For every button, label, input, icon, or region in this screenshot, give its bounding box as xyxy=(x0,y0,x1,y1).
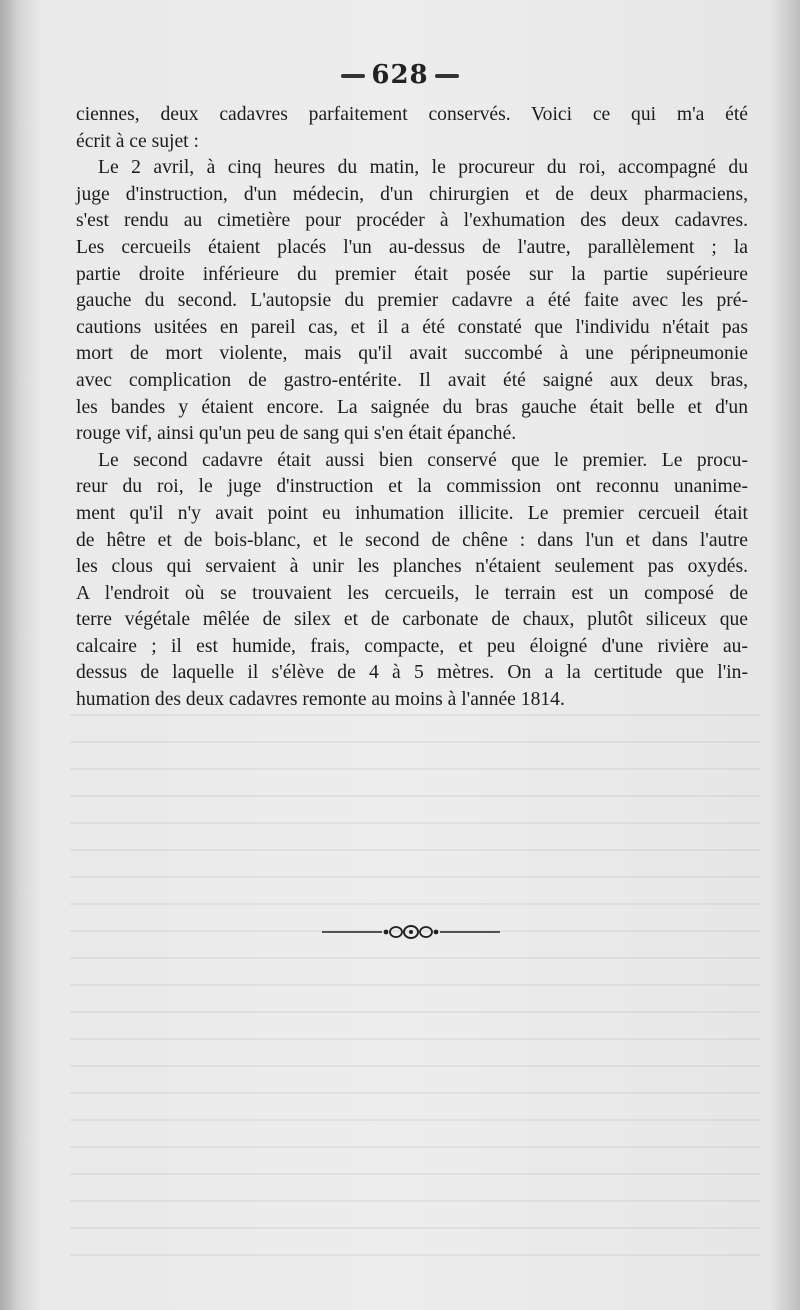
text-line: s'est rendu au cimetière pour procéder à l'exhumation des deux cadavres. xyxy=(76,210,748,232)
text-line: reur du roi, le juge d'instruction et la commission ont reconnu unanime- xyxy=(76,476,748,498)
text-line: écrit à ce sujet : xyxy=(76,130,199,152)
text-line: rouge vif, ainsi qu'un peu de sang qui s'en était épanché. xyxy=(76,423,517,445)
page-number-text: 628 xyxy=(371,60,429,90)
paragraph-first-line: Le second cadavre était aussi bien conservé que le premier. Le procu- xyxy=(98,449,748,471)
text-line: partie droite inférieure du premier était posée sur la partie supérieure xyxy=(76,263,748,285)
text-line: terre végétale mêlée de silex et de carbonate de chaux, plutôt siliceux que xyxy=(76,609,748,631)
page-edge-shadow xyxy=(0,0,40,1310)
text-line: ment qu'il n'y avait point eu inhumation illicite. Le premier cercueil était xyxy=(76,502,748,524)
text-line: gauche du second. L'autopsie du premier cadavre a été faite avec les pré- xyxy=(76,290,748,312)
text-line: les bandes y étaient encore. La saignée du bras gauche était belle et d'un xyxy=(76,396,748,418)
ornament-divider xyxy=(322,921,500,943)
text-line: avec complication de gastro-entérite. Il avait été saigné aux deux bras, xyxy=(76,369,748,391)
page-number xyxy=(0,60,800,90)
right-dash-ornament xyxy=(435,74,459,78)
text-line: de hêtre et de bois-blanc, et le second de chêne : dans l'un et dans l'autre xyxy=(76,529,748,551)
left-dash-ornament xyxy=(341,74,365,78)
text-line: calcaire ; il est humide, frais, compacte, et peu éloigné d'une rivière au- xyxy=(76,635,748,657)
text-line: mort de mort violente, mais qu'il avait succombé à une péripneumonie xyxy=(76,343,748,365)
text-line: A l'endroit où se trouvaient les cercueils, le terrain est un composé de xyxy=(76,582,748,604)
text-line: Les cercueils étaient placés l'un au-dessus de l'autre, parallèlement ; la xyxy=(76,236,748,258)
text-line: cautions usitées en pareil cas, et il a été constaté que l'individu n'était pas xyxy=(76,316,748,338)
text-line: juge d'instruction, d'un médecin, d'un chirurgien et de deux pharmaciens, xyxy=(76,183,748,205)
bleed-through-text xyxy=(70,700,760,1260)
text-line: les clous qui servaient à unir les planches n'étaient seulement pas oxydés. xyxy=(76,556,748,578)
text-line: dessus de laquelle il s'élève de 4 à 5 mètres. On a la certitude que l'in- xyxy=(76,662,748,684)
paragraph-first-line: Le 2 avril, à cinq heures du matin, le procureur du roi, accompagné du xyxy=(98,157,748,179)
text-line: humation des deux cadavres remonte au moins à l'année 1814. xyxy=(76,689,565,711)
text-line: ciennes, deux cadavres parfaitement conservés. Voici ce qui m'a été xyxy=(76,104,748,125)
body-text xyxy=(76,102,748,714)
